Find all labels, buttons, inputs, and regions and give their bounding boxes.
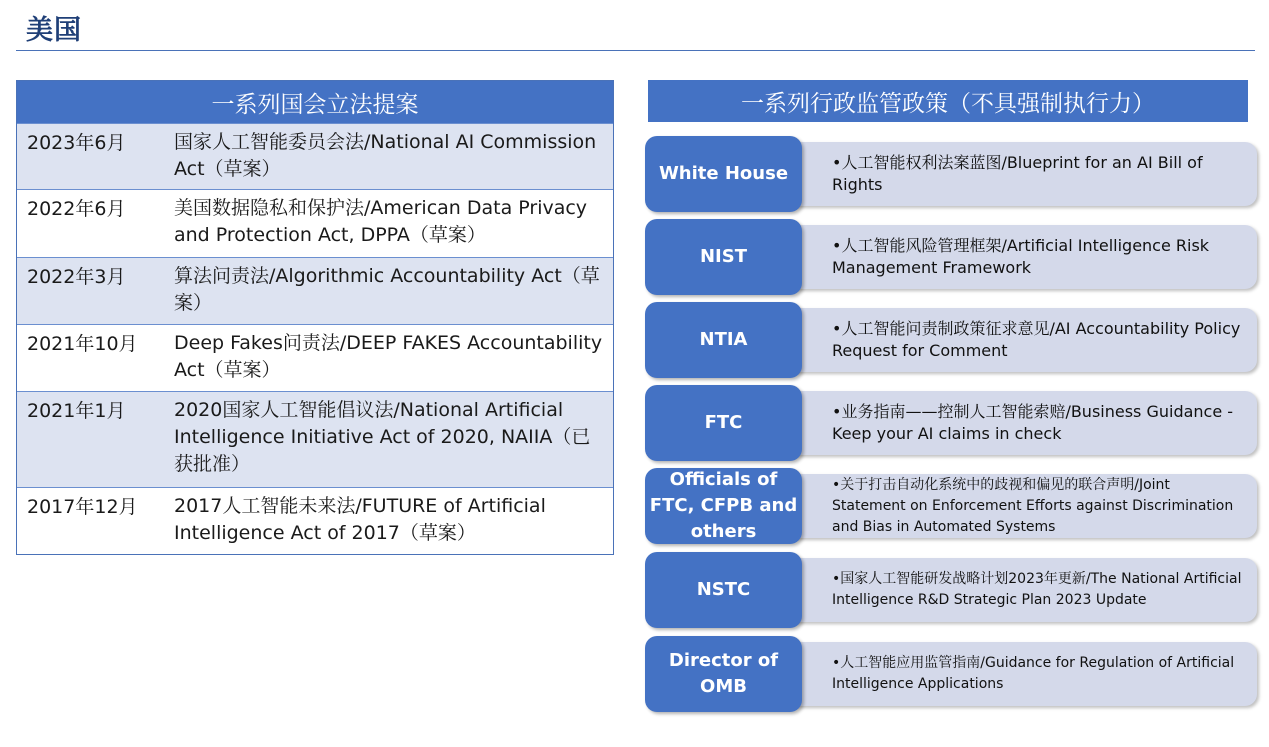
policy-text: •人工智能权利法案蓝图/Blueprint for an AI Bill of Rights [832,153,1203,194]
policy-description [787,142,1257,206]
agency-label: White House [645,136,802,212]
agency-label: Officials of FTC, CFPB and others [645,468,802,544]
administrative-header: 一系列行政监管政策（不具强制执行力） [648,80,1248,122]
agency-label: NTIA [645,302,802,378]
agency-row [645,636,1259,714]
legislation-row [17,189,613,257]
policy-description [787,308,1257,372]
policy-text: •国家人工智能研发战略计划2023年更新/The National Artificial Intelligence R&D Strategic Plan 2023 Update [832,571,1242,608]
legislation-law: 算法问责法/Algorithmic Accountability Act（草案） [174,265,600,314]
legislation-header: 一系列国会立法提案 [17,81,613,123]
policy-text: •人工智能应用监管指南/Guidance for Regulation of Artificial Intelligence Applications [832,655,1235,692]
legislation-law: 美国数据隐私和保护法/American Data Privacy and Protection Act, DPPA（草案） [174,197,588,246]
legislation-date: 2023年6月 [27,132,126,154]
title-divider [16,50,1255,51]
legislation-date: 2021年1月 [27,400,126,422]
policy-description [787,558,1257,622]
agency-label: NIST [645,219,802,295]
policy-description [787,391,1257,455]
page-title: 美国 [26,15,82,46]
legislation-row [17,324,613,391]
agency-label: Director of OMB [645,636,802,712]
legislation-date: 2022年3月 [27,266,126,288]
policy-text: •关于打击自动化系统中的歧视和偏见的联合声明/Joint Statement on Enforcement Efforts against Discrimination and Bias in Automated Systems [832,476,1234,535]
legislation-law: 2020国家人工智能倡议法/National Artificial Intelligence Initiative Act of 2020, NAIIA（已获批准） [174,399,591,475]
legislation-row [17,257,613,324]
legislation-date: 2021年10月 [27,333,138,355]
legislation-row [17,123,613,189]
agency-row [645,385,1259,463]
agency-row [645,136,1259,214]
legislation-date: 2017年12月 [27,496,138,518]
policy-text: •人工智能问责制政策征求意见/AI Accountability Policy Request for Comment [832,319,1241,360]
agency-row [645,468,1259,546]
agency-row [645,302,1259,380]
legislation-law: 国家人工智能委员会法/National AI Commission Act（草案） [174,131,597,180]
legislation-row [17,487,613,554]
policy-text: •人工智能风险管理框架/Artificial Intelligence Risk Management Framework [832,236,1210,277]
legislation-row [17,391,613,487]
agency-label: FTC [645,385,802,461]
agency-row [645,552,1259,630]
legislation-law: 2017人工智能未来法/FUTURE of Artificial Intelligence Act of 2017（草案） [174,495,546,544]
legislation-table [16,80,614,555]
policy-description [787,225,1257,289]
policy-text: •业务指南——控制人工智能索赔/Business Guidance - Keep your AI claims in check [832,402,1234,443]
legislation-date: 2022年6月 [27,198,126,220]
policy-description [787,474,1257,538]
agency-label: NSTC [645,552,802,628]
legislation-law: Deep Fakes问责法/DEEP FAKES Accountability Act（草案） [174,332,603,381]
agency-row [645,219,1259,297]
policy-description [787,642,1257,706]
